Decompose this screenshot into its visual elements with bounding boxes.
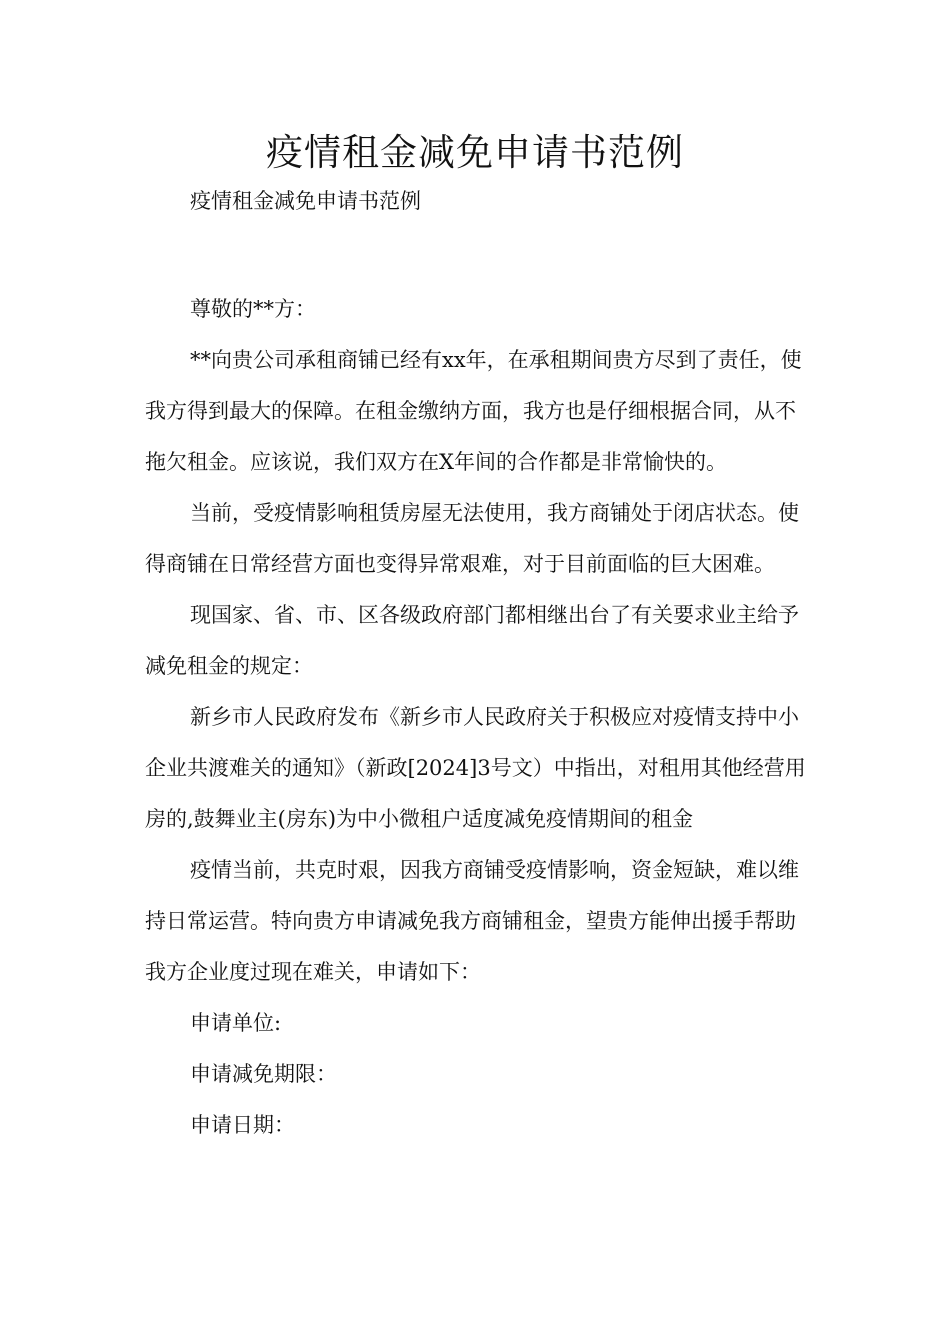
paragraph-policy: 现国家、省、市、区各级政府部门都相继出台了有关要求业主给予减免租金的规定：	[145, 603, 799, 678]
document-title: 疫情租金减免申请书范例	[266, 131, 684, 174]
field-date: 申请日期：	[190, 1113, 295, 1137]
document-subtitle: 疫情租金减免申请书范例	[190, 189, 421, 213]
paragraph-tenancy: **向贵公司承租商铺已经有xx年，在承租期间贵方尽到了责任，使我方得到最大的保障。在租金缴纳方面，我方也是仔细根据合同，从不拖欠租金。应该说，我们双方在X年间的合作都是非常愉快的。	[145, 348, 802, 474]
field-period: 申请减免期限：	[190, 1062, 337, 1086]
paragraph-request: 疫情当前，共克时艰，因我方商铺受疫情影响，资金短缺，难以维持日常运营。特向贵方申请减免我方商铺租金，望贵方能伸出援手帮助我方企业度过现在难关，申请如下：	[145, 858, 799, 984]
paragraph-notice: 新乡市人民政府发布《新乡市人民政府关于积极应对疫情支持中小企业共渡难关的通知》（新政[2024]3号文）中指出，对租用其他经营用房的,鼓舞业主(房东)为中小微租户适度减免疫情期间的租金	[145, 705, 806, 831]
salutation: 尊敬的**方：	[190, 297, 316, 321]
field-applicant: 申请单位:	[190, 1011, 282, 1035]
document-body	[145, 284, 810, 1151]
paragraph-impact: 当前，受疫情影响租赁房屋无法使用，我方商铺处于闭店状态。使得商铺在日常经营方面也变得异常艰难，对于目前面临的巨大困难。	[145, 501, 799, 576]
